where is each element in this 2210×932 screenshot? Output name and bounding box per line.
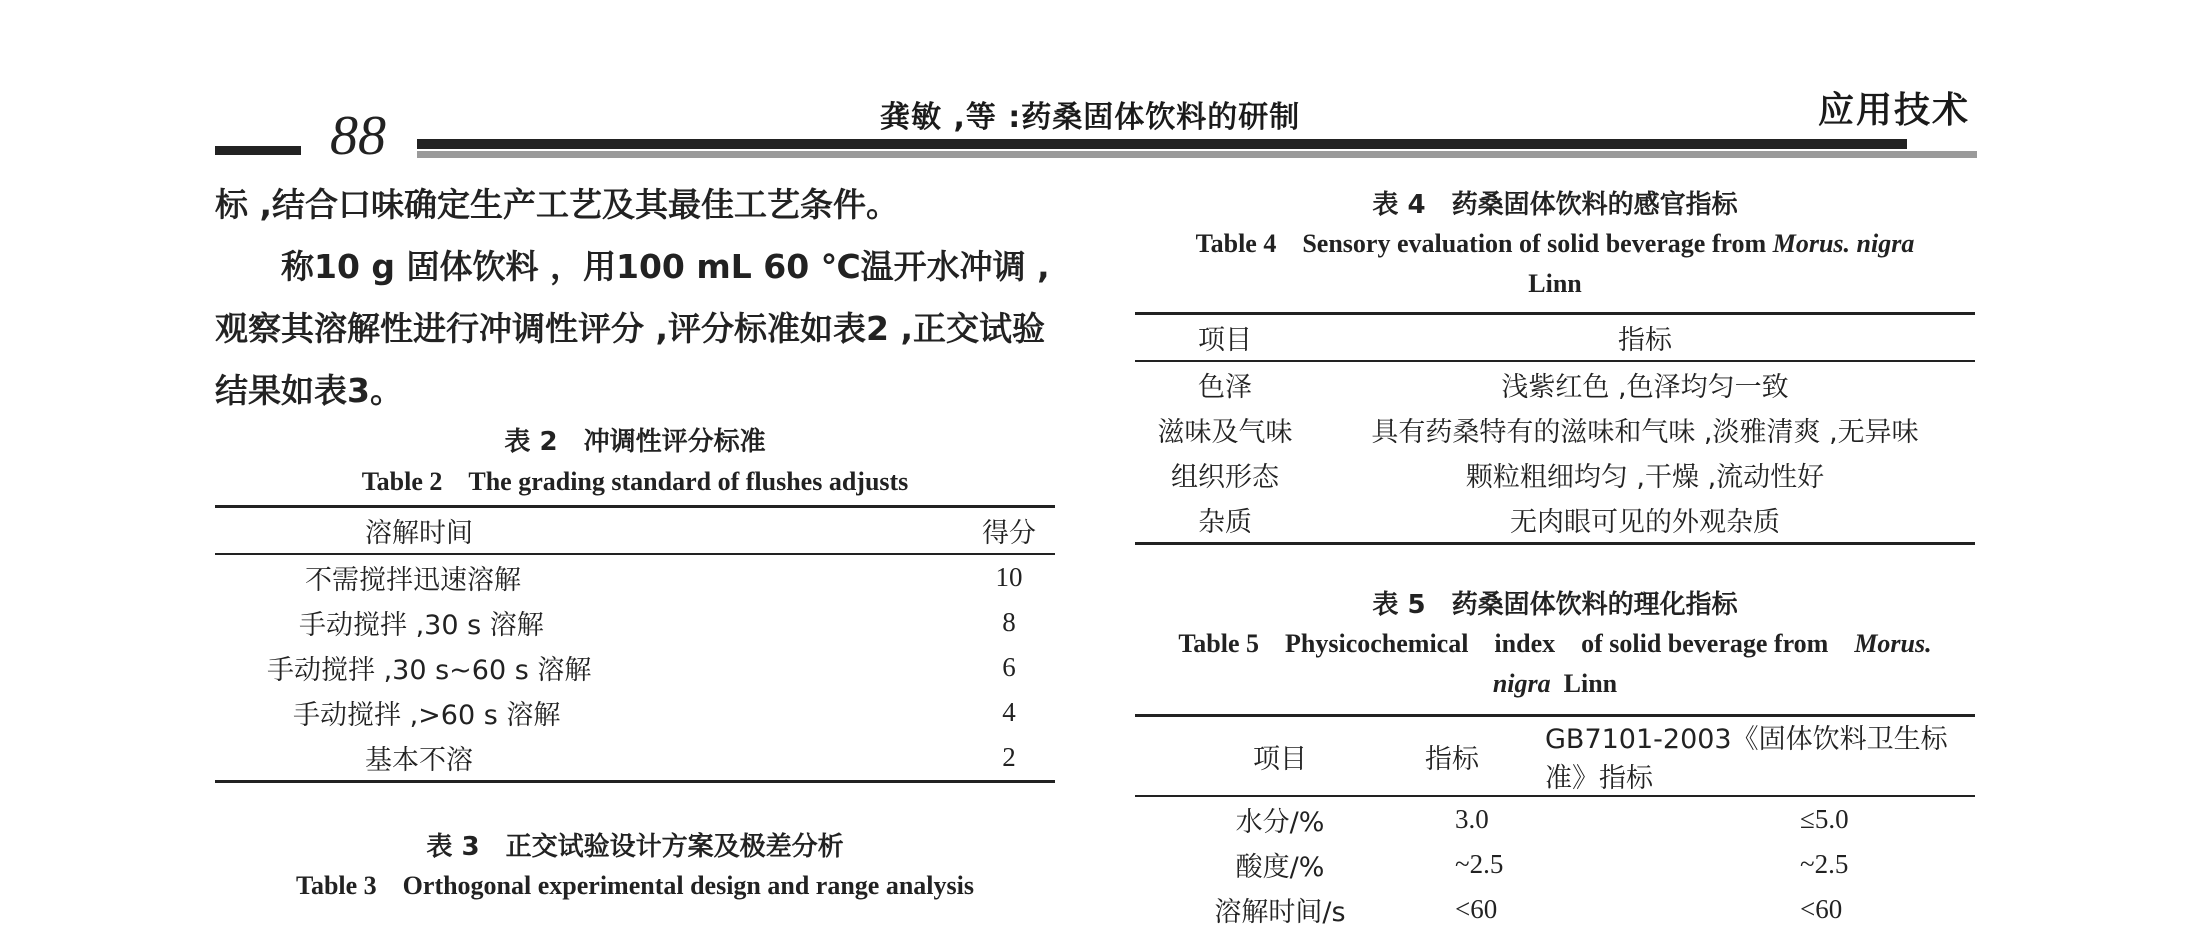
table2-cell: 6 [1002,652,1016,682]
table4-cell: 杂质 [1135,497,1315,544]
table2 [215,505,1055,783]
table5-cell: <60 [1455,894,1498,924]
table2-cell: 基本不溶 [215,735,963,782]
table4-cell: 具有药桑特有的滋味和气味 ,淡雅清爽 ,无异味 [1371,417,1919,448]
table4-cell: 滋味及气味 [1157,417,1293,448]
table5-header-item: 项目 [1135,716,1425,797]
header-rule-short [215,146,301,155]
header-rule-thick [417,139,1907,149]
table-row [1135,497,1975,544]
table5-cell: <60 [1800,894,1843,924]
running-title: 龚敏 ,等 :药桑固体饮料的研制 [880,100,1301,135]
table4-caption-en [1135,224,1975,304]
table4-cell: 浅紫红色 ,色泽均匀一致 [1501,372,1789,403]
table-row [1135,407,1975,452]
table5-caption-cn: 表 5 药桑固体饮料的理化指标 [1372,590,1738,620]
table4-cell: 无肉眼可见的外观杂质 [1315,497,1975,544]
table4-caption-en-text: Table 4 Sensory evaluation of solid beverage from [1195,229,1773,258]
table5-caption-en-species: nigra [1492,669,1551,698]
body-paragraph-1: 标 ,结合口味确定生产工艺及其最佳工艺条件。 [215,185,900,224]
table4-header-index: 指标 [1315,314,1975,362]
table5 [1135,714,1975,932]
body-paragraph-2: 称10 g 固体饮料 ，用100 mL 60 ℃温开水冲调 ,观察其溶解性进行冲调性评分 ,评分标准如表2 ,正交试验结果如表3。 [215,247,1050,410]
table5-header-index: 指标 [1425,716,1545,797]
table4-cell: 色泽 [1198,372,1252,403]
table-row [1135,796,1975,842]
table3-caption-cn: 表 3 正交试验设计方案及极差分析 [426,832,844,862]
table-row [1135,361,1975,407]
table5-cell: 水分/% [1235,807,1325,838]
table-row [1135,842,1975,887]
table-row [1135,887,1975,932]
table5-cell: ~2.5 [1455,849,1504,879]
table2-cell: 不需搅拌迅速溶解 [305,565,521,596]
page-number: 88 [330,105,386,167]
table2-header-time: 溶解时间 [215,507,963,555]
table-row [215,645,1055,690]
table5-cell: 3.0 [1455,804,1489,834]
table2-cell: 手动搅拌 ,30 s 溶解 [299,610,544,641]
table4 [1135,312,1975,545]
table5-caption-en-linn: Linn [1563,669,1618,698]
table2-cell: 手动搅拌 ,>60 s 溶解 [293,700,561,731]
table2-caption-cn: 表 2 冲调性评分标准 [504,427,766,457]
table4-caption-en-linn: Linn [1528,269,1582,298]
table3-caption-en: Table 3 Orthogonal experimental design and range analysis [296,871,974,900]
table4-header-row [1135,314,1975,362]
table4-caption-en-species: Morus. nigra [1772,229,1915,258]
table2-header-score: 得分 [963,507,1055,555]
table2-header-row [215,507,1055,555]
table5-caption-en [1135,624,1975,704]
table-row [215,735,1055,782]
table2-cell: 8 [1002,607,1016,637]
table4-cell: 组织形态 [1171,462,1279,493]
header-rule-thin [417,151,1977,158]
table4-cell: 颗粒粗细均匀 ,干燥 ,流动性好 [1465,462,1825,493]
table5-caption-en-text: Table 5 Physicochemical index of solid beverage from [1178,629,1855,658]
table5-cell: ~2.5 [1800,849,1849,879]
table-row [215,690,1055,735]
table5-header-row [1135,716,1975,797]
table-row [1135,452,1975,497]
table2-cell: 4 [1002,697,1016,727]
table4-header-item: 项目 [1135,314,1315,362]
table5-header-standard: GB7101-2003《固体饮料卫生标准》指标 [1545,716,1975,797]
table4-caption-cn: 表 4 药桑固体饮料的感官指标 [1372,190,1738,220]
table-row [215,600,1055,645]
table5-caption-en-genus: Morus. [1854,629,1932,658]
table-row [215,554,1055,600]
table2-cell: 2 [963,735,1055,782]
table5-cell: 溶解时间/s [1214,897,1346,928]
table2-cell: 10 [995,562,1023,592]
table5-cell: 酸度/% [1235,852,1325,883]
table2-cell: 手动搅拌 ,30 s~60 s 溶解 [267,655,592,686]
table2-caption-en: Table 2 The grading standard of flushes adjusts [361,467,909,496]
table5-cell: ≤5.0 [1800,804,1849,834]
section-label: 应用技术 [1818,90,1971,131]
